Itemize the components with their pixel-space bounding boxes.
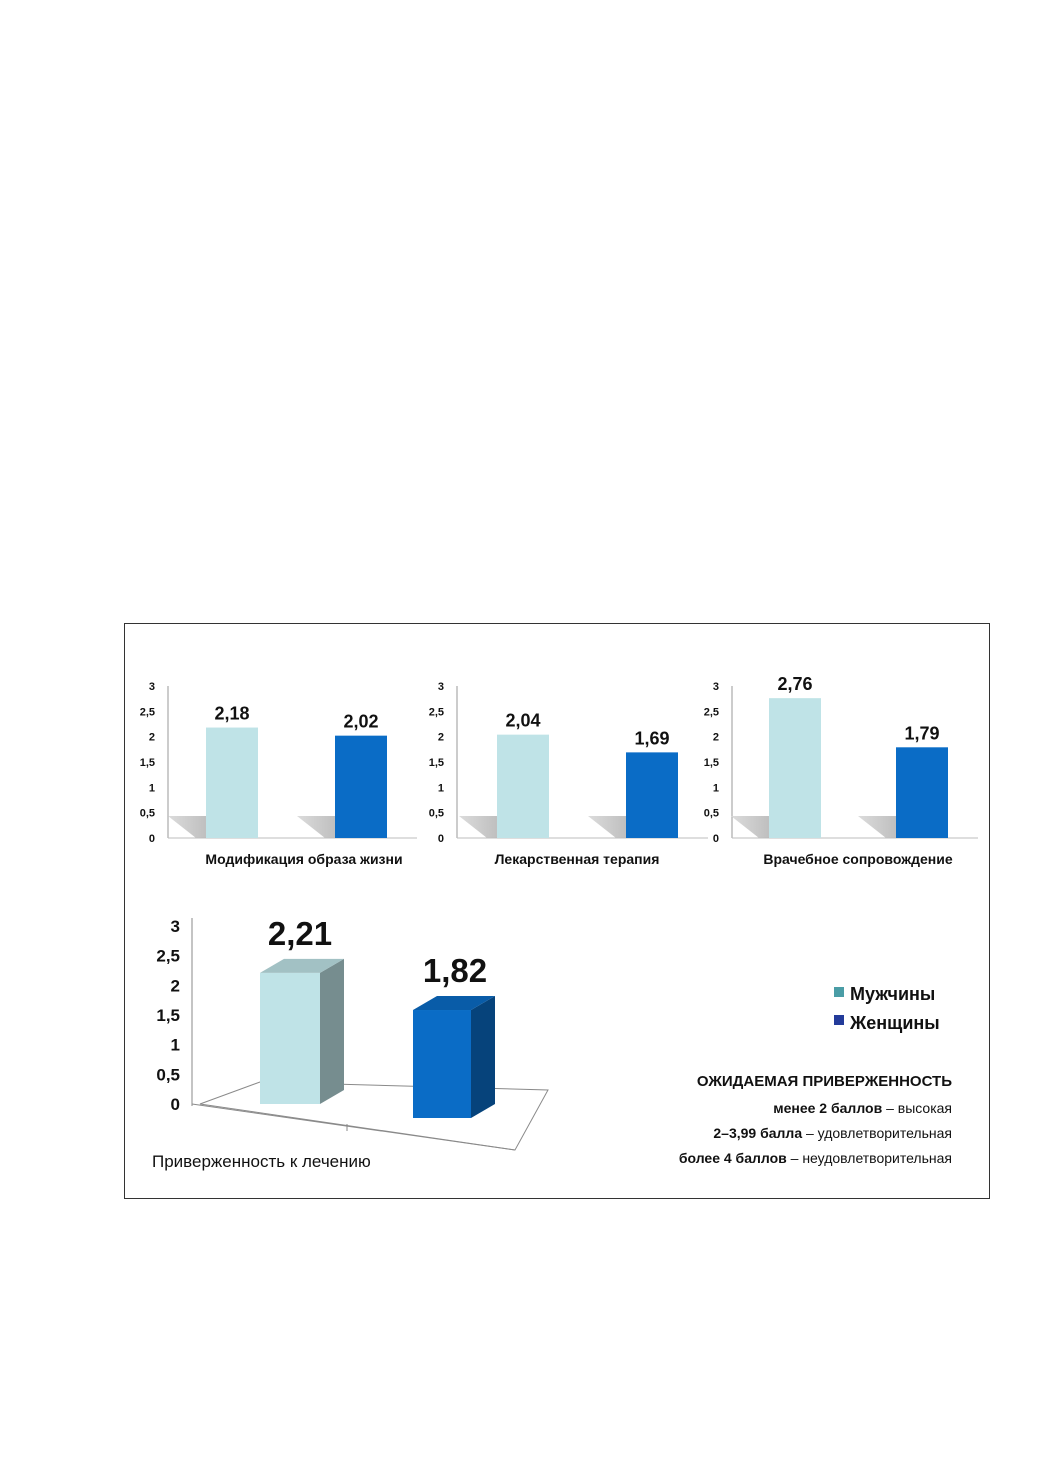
floor-outline (200, 1082, 548, 1150)
bar-men (206, 728, 258, 838)
bar-women-side (471, 996, 495, 1118)
bar-shadow (858, 816, 896, 838)
bar-men-front (260, 973, 320, 1104)
y-tick-label: 2,5 (703, 706, 719, 719)
small-chart (140, 681, 417, 867)
y-tick-label: 0,5 (703, 807, 719, 820)
notes-row-strong: 2–3,99 балла (713, 1125, 803, 1141)
legend (834, 984, 940, 1033)
bar-shadow (168, 816, 206, 838)
y-tick-label: 0 (170, 1095, 180, 1114)
y-tick-label: 0,5 (139, 807, 155, 820)
y-tick-label: 3 (148, 681, 155, 693)
y-tick-label: 1 (437, 782, 444, 795)
y-tick-label: 2 (170, 976, 180, 996)
y-tick-label: 2,5 (139, 706, 155, 719)
notes-row-text: – удовлетворительная (802, 1125, 952, 1141)
bar-men (497, 735, 549, 838)
bar-men-side (320, 959, 344, 1104)
data-label: 2,76 (777, 674, 813, 695)
notes-row (713, 1125, 952, 1141)
notes-row (679, 1150, 952, 1166)
bar-women (335, 736, 387, 838)
data-label: 2,18 (214, 703, 250, 724)
y-tick-label: 2,5 (428, 706, 444, 719)
y-tick-label: 2 (148, 731, 155, 744)
y-tick-label: 2,5 (156, 946, 180, 966)
y-tick-label: 2 (712, 731, 719, 744)
chart-title: Приверженность к лечению (152, 1152, 371, 1171)
legend-women-label: Женщины (850, 1013, 940, 1033)
small-chart (429, 681, 708, 867)
notes-heading: ОЖИДАЕМАЯ ПРИВЕРЖЕННОСТЬ (696, 1073, 952, 1090)
legend-men-swatch (834, 987, 844, 997)
y-tick-label: 3 (437, 681, 444, 693)
y-tick-label: 1,5 (139, 757, 155, 769)
notes-row-strong: менее 2 баллов (773, 1100, 883, 1116)
bar-shadow (459, 816, 497, 838)
notes-row-strong: более 4 баллов (678, 1150, 787, 1166)
y-tick-label: 1 (148, 782, 155, 795)
notes-row-text: – высокая (882, 1100, 952, 1116)
legend-women-swatch (834, 1015, 844, 1025)
bar-women (626, 752, 678, 838)
bar-men (769, 698, 821, 838)
adherence-notes (679, 1073, 952, 1166)
y-tick-label: 0 (437, 833, 444, 845)
data-label: 2,02 (343, 711, 379, 732)
bar-shadow (297, 816, 335, 838)
y-tick-label: 0,5 (156, 1065, 180, 1085)
data-label: 2,21 (267, 914, 333, 952)
data-label: 1,82 (422, 952, 488, 990)
y-tick-label: 3 (712, 681, 719, 693)
y-tick-label: 0,5 (428, 807, 444, 820)
y-tick-label: 3 (170, 917, 180, 936)
bar-women (896, 747, 948, 838)
small-chart (704, 674, 978, 867)
y-tick-label: 0 (712, 833, 719, 845)
y-tick-label: 1 (170, 1035, 180, 1055)
y-tick-label: 1 (712, 782, 719, 795)
big-chart (152, 915, 548, 1171)
notes-row (773, 1100, 952, 1116)
data-label: 1,69 (634, 728, 670, 749)
notes-row-text: – неудовлетворительная (786, 1150, 952, 1166)
chart-title: Врачебное сопровождение (763, 851, 953, 867)
y-tick-label: 2 (437, 731, 444, 744)
chart-title: Лекарственная терапия (494, 851, 660, 867)
data-label: 1,79 (904, 723, 940, 744)
bar-shadow (588, 816, 626, 838)
y-tick-label: 1,5 (156, 1006, 180, 1025)
legend-men-label: Мужчины (850, 984, 936, 1004)
y-tick-label: 1,5 (703, 757, 719, 769)
data-label: 2,04 (505, 710, 541, 731)
chart-title: Модификация образа жизни (205, 851, 403, 867)
bar-women-front (413, 1010, 471, 1118)
bar-shadow (731, 816, 769, 838)
y-tick-label: 0 (148, 833, 155, 845)
y-tick-label: 1,5 (428, 757, 444, 769)
